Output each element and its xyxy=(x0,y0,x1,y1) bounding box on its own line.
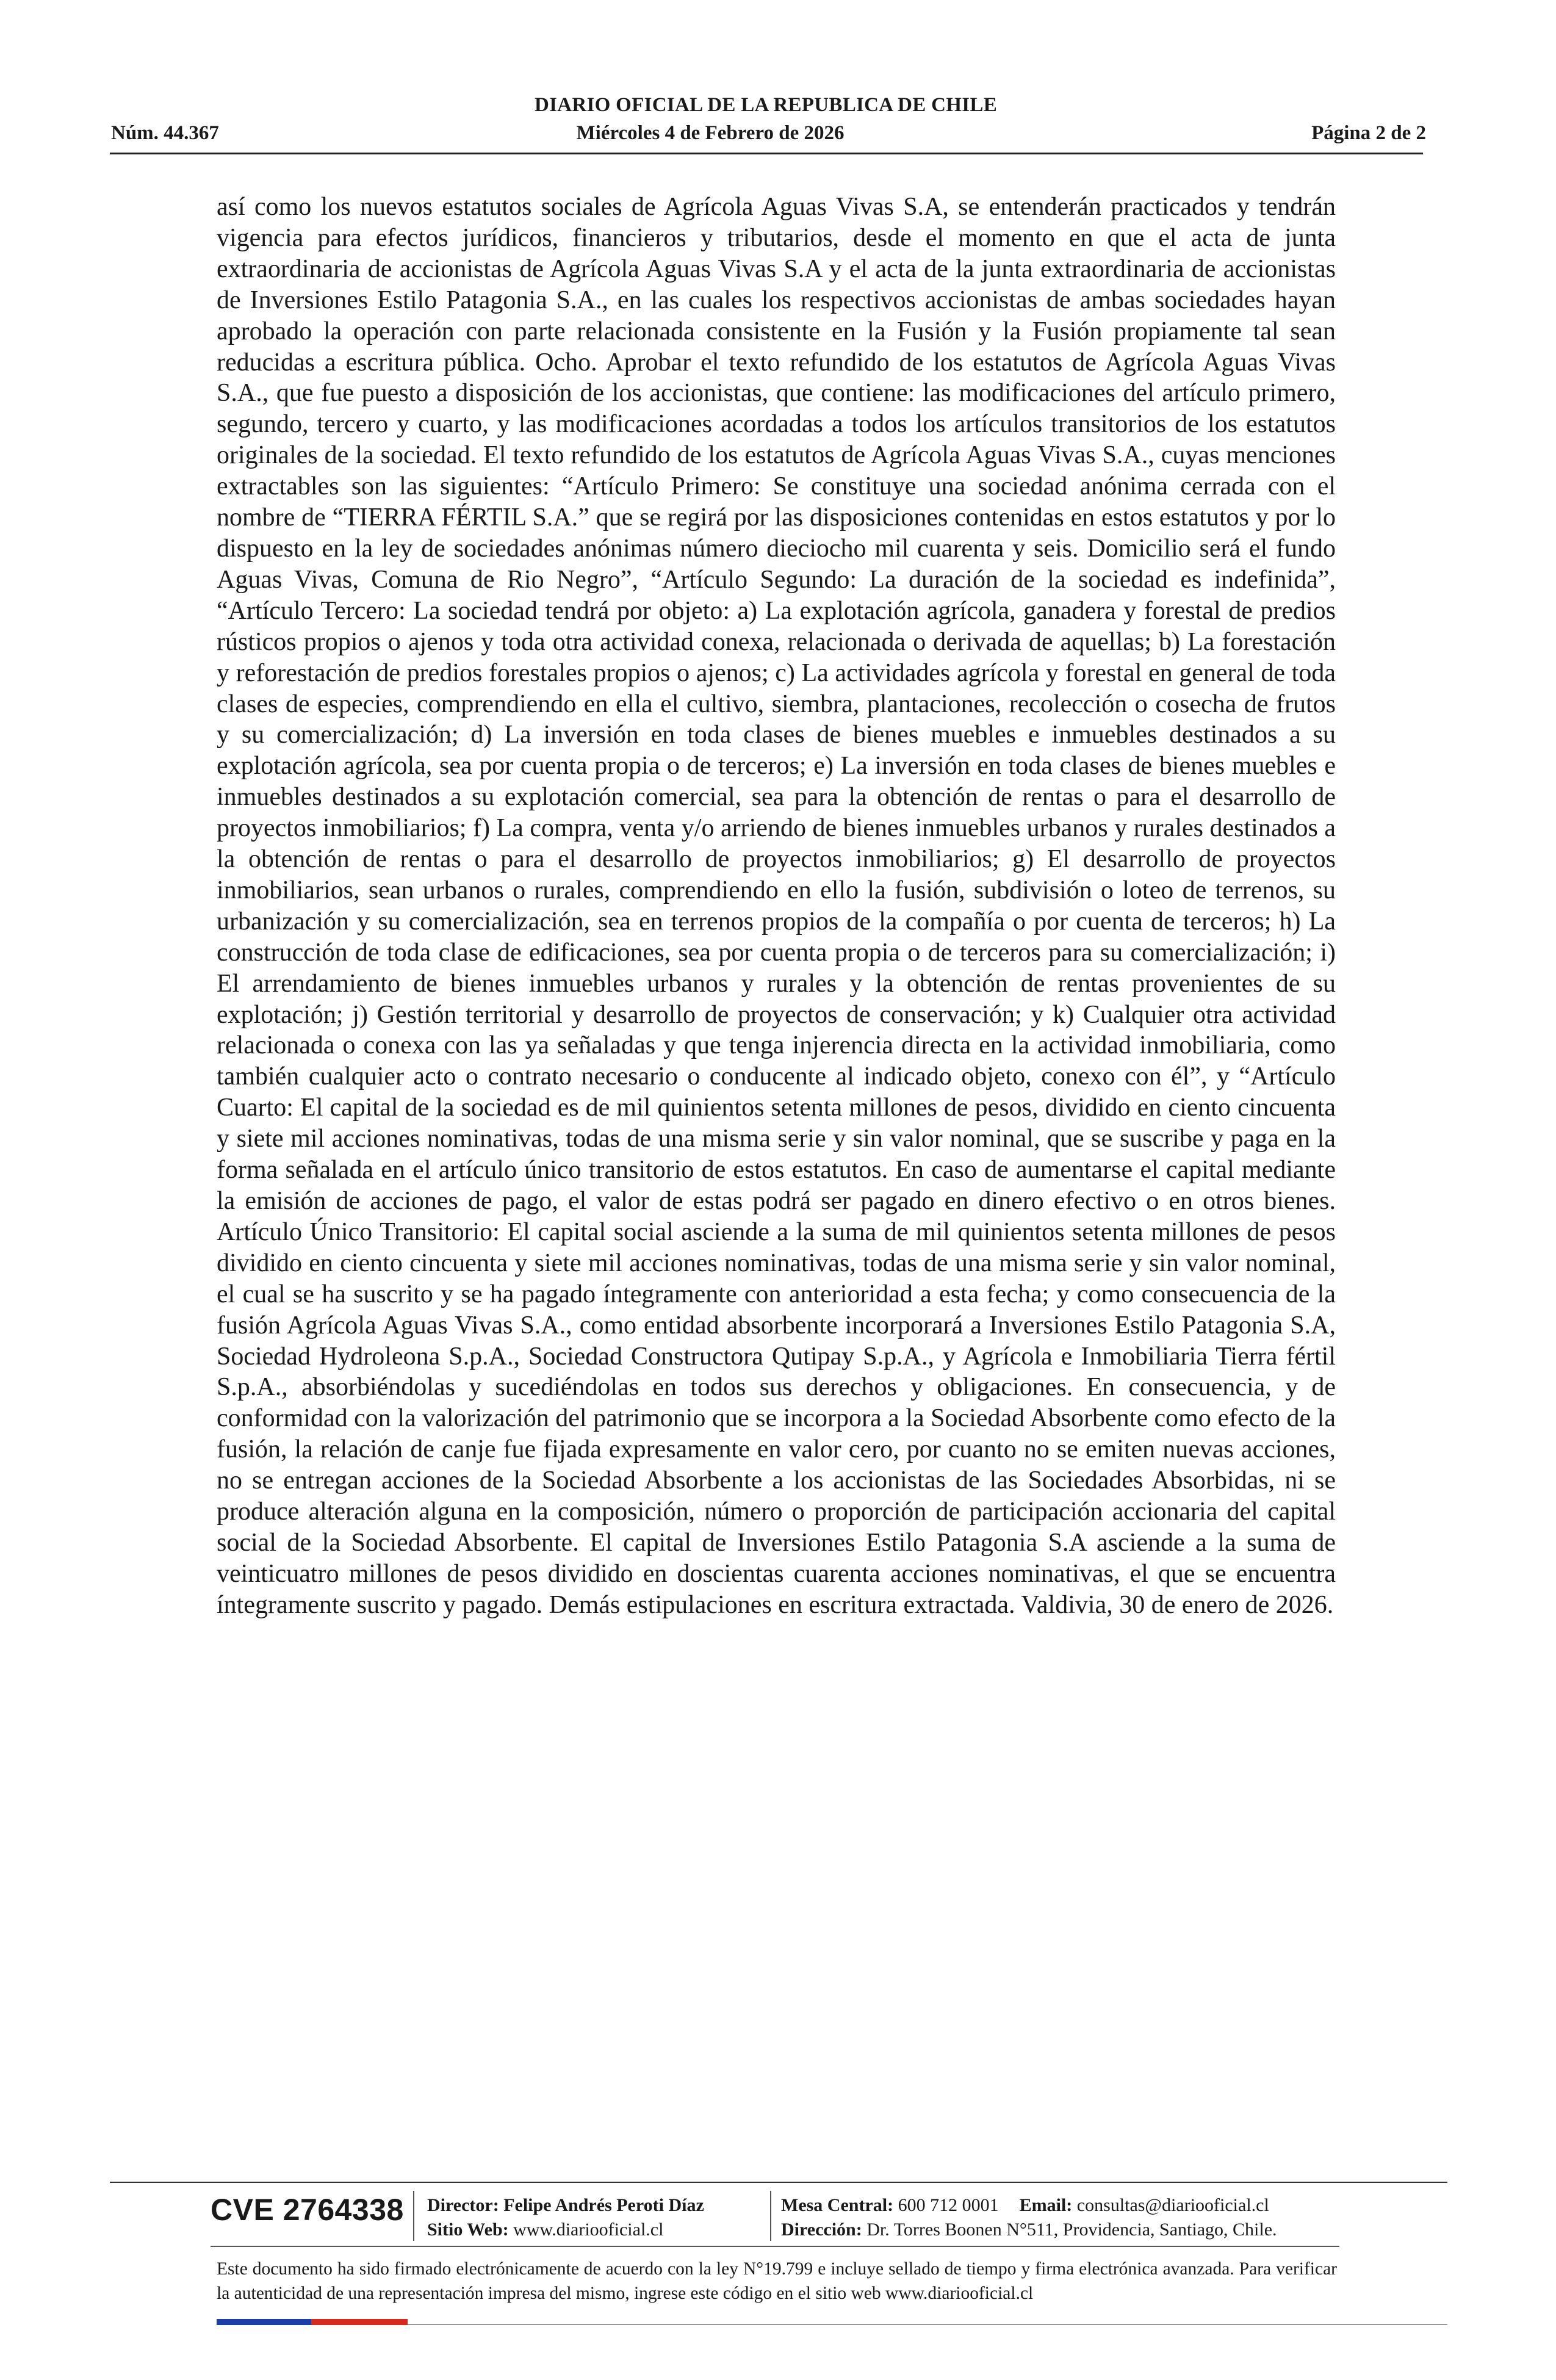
email-link[interactable]: consultas@diariooficial.cl xyxy=(1076,2195,1269,2215)
footer-inner-divider xyxy=(211,2246,1339,2247)
phone-label: Mesa Central: xyxy=(781,2195,894,2215)
director-label: Director: xyxy=(427,2195,499,2215)
flag-stripe-blue xyxy=(217,2319,311,2325)
address-label: Dirección: xyxy=(781,2220,862,2240)
footer-separator xyxy=(770,2191,771,2241)
cve-code: CVE 2764338 xyxy=(211,2193,404,2227)
address-value: Dr. Torres Boonen N°511, Providencia, Santiago, Chile. xyxy=(866,2220,1277,2240)
header-row xyxy=(111,122,1426,149)
footer-contact-block xyxy=(781,2193,1277,2242)
page-indicator: Página 2 de 2 xyxy=(1311,122,1426,144)
phone-number: 600 712 0001 xyxy=(898,2195,999,2215)
issue-number: Núm. 44.367 xyxy=(111,122,219,144)
header-divider xyxy=(110,153,1423,154)
director-name: Felipe Andrés Peroti Díaz xyxy=(503,2195,704,2215)
body-paragraph: así como los nuevos estatutos sociales de Agrícola Aguas Vivas S.A, se entenderán practicados y tendrán vigencia para efectos jurídicos, financieros y tributarios, desde el momento en que el acta de junta extraordinaria de accionistas de Agrícola Aguas Vivas S.A y el acta de la junta extraordinaria de accionistas de Inversiones Estilo Patagonia S.A., en las cuales los respectivos accionistas de ambas sociedades hayan aprobado la operación con parte relacionada consistente en la Fusión y la Fusión propiamente tal sean reducidas a escritura pública. Ocho. Aprobar el texto refundido de los estatutos de Agrícola Aguas Vivas S.A., que fue puesto a disposición de los accionistas, que contiene: las modificaciones del artículo primero, segundo, tercero y cuarto, y las modificaciones acordadas a todos los artículos transitorios de los estatutos originales de la sociedad. El texto refundido de los estatutos de Agrícola Aguas Vivas S.A., cuyas menciones extractables son las siguientes: “Artículo Primero: Se constituye una sociedad anónima cerrada con el nombre de “TIERRA FÉRTIL S.A.” que se regirá por las disposiciones contenidas en estos estatutos y por lo dispuesto en la ley de sociedades anónimas número dieciocho mil cuarenta y seis. Domicilio será el fundo Aguas Vivas, Comuna de Rio Negro”, “Artículo Segundo: La duración de la sociedad es indefinida”, “Artículo Tercero: La sociedad tendrá por objeto: a) La explotación agrícola, ganadera y forestal de predios rústicos propios o ajenos y toda otra actividad conexa, relacionada o derivada de aquellas; b) La forestación y reforestación de predios forestales propios o ajenos; c) La actividades agrícola y forestal en general de toda clases de especies, comprendiendo en ella el cultivo, siembra, plantaciones, recolección o cosecha de frutos y su comercialización; d) La inversión en toda clases de bienes muebles e inmuebles destinados a su explotación agrícola, sea por cuenta propia o de terceros; e) La inversión en toda clases de bienes muebles e inmuebles destinados a su explotación comercial, sea para la obtención de rentas o para el desarrollo de proyectos inmobiliarios; f) La compra, venta y/o arriendo de bienes inmuebles urbanos y rurales destinados a la obtención de rentas o para el desarrollo de proyectos inmobiliarios; g) El desarrollo de proyectos inmobiliarios, sean urbanos o rurales, comprendiendo en ello la fusión, subdivisión o loteo de terrenos, su urbanización y su comercialización, sea en terrenos propios de la compañía o por cuenta de terceros; h) La construcción de toda clase de edificaciones, sea por cuenta propia o de terceros para su comercialización; i) El arrendamiento de bienes inmuebles urbanos y rurales y la obtención de rentas provenientes de su explotación; j) Gestión territorial y desarrollo de proyectos de conservación; y k) Cualquier otra actividad relacionada o conexa con las ya señaladas y que tenga injerencia directa en la actividad inmobiliaria, como también cualquier acto o contrato necesario o conducente al indicado objeto, conexo con él”, y “Artículo Cuarto: El capital de la sociedad es de mil quinientos setenta millones de pesos, dividido en ciento cincuenta y siete mil acciones nominativas, todas de una misma serie y sin valor nominal, que se suscribe y paga en la forma señalada en el artículo único transitorio de estos estatutos. En caso de aumentarse el capital mediante la emisión de acciones de pago, el valor de estas podrá ser pagado en dinero efectivo o en otros bienes. Artículo Único Transitorio: El capital social asciende a la suma de mil quinientos setenta millones de pesos dividido en ciento cincuenta y siete mil acciones nominativas, todas de una misma serie y sin valor nominal, el cual se ha suscrito y se ha pagado íntegramente con anterioridad a esta fecha; y como consecuencia de la fusión Agrícola Aguas Vivas S.A., como entidad absorbente incorporará a Inversiones Estilo Patagonia S.A, Sociedad Hydroleona S.p.A., Sociedad Constructora Qutipay S.p.A., y Agrícola e Inmobiliaria Tierra fértil S.p.A., absorbiéndolas y sucediéndolas en todos sus derechos y obligaciones. En consecuencia, y de conformidad con la valorización del patrimonio que se incorpora a la Sociedad Absorbente como efecto de la fusión, la relación de canje fue fijada expresamente en valor cero, por cuanto no se emiten nuevas acciones, no se entregan acciones de la Sociedad Absorbente a los accionistas de las Sociedades Absorbidas, ni se produce alteración alguna en la composición, número o proporción de participación accionaria del capital social de la Sociedad Absorbente. El capital de Inversiones Estilo Patagonia S.A asciende a la suma de veinticuatro millones de pesos dividido en doscientas cuarenta acciones nominativas, el que se encuentra íntegramente suscrito y pagado. Demás estipulaciones en escritura extractada. Valdivia, 30 de enero de 2026. xyxy=(217,193,1336,1619)
issue-date: Miércoles 4 de Febrero de 2026 xyxy=(576,122,845,144)
publication-title: DIARIO OFICIAL DE LA REPUBLICA DE CHILE xyxy=(534,94,998,116)
footer-divider xyxy=(110,2182,1447,2183)
site-link[interactable]: www.diariooficial.cl xyxy=(513,2220,664,2240)
flag-stripe-red xyxy=(311,2319,408,2325)
signature-note: Este documento ha sido firmado electrónicamente de acuerdo con la ley N°19.799 e incluye sellado de tiempo y firma electrónica avanzada. Para verificar la autenticidad de una representación impresa del mismo, ingrese este código en el sitio web www.diariooficial.cl xyxy=(217,2259,1337,2303)
site-label: Sitio Web: xyxy=(427,2220,509,2240)
footer-separator xyxy=(413,2191,414,2241)
email-label: Email: xyxy=(1019,2195,1073,2215)
footer-bottom-rule xyxy=(408,2324,1447,2325)
footer-director-block xyxy=(427,2193,704,2242)
